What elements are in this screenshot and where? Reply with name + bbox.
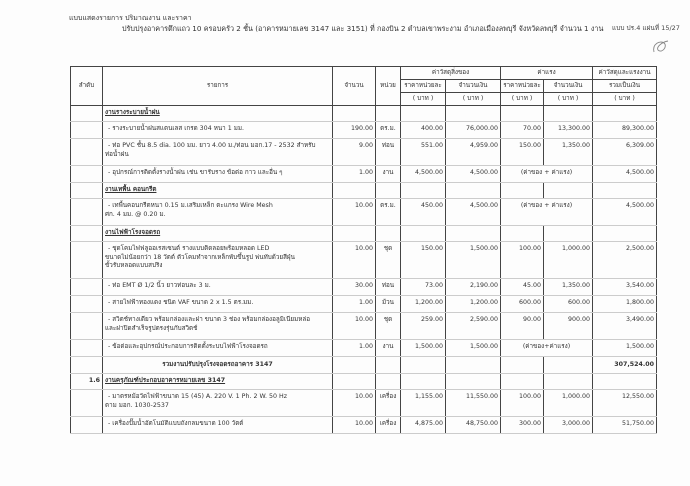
- table-row: [71, 340, 657, 357]
- item-line: - ข้อต่อและอุปกรณ์ประกอบการติดตั้งระบบไฟฟ้าโรงจอดรถ: [108, 343, 268, 350]
- labor-unit-price: 90.00: [501, 313, 544, 340]
- material-amount: 76,000.00: [446, 122, 501, 139]
- empty-cell: [71, 139, 103, 166]
- item-line: - ท่อ PVC ชั้น 8.5 dia. 100 มม. ยาว 4.00 ม./ท่อน มอก.17 - 2532 สำหรับ: [108, 142, 316, 149]
- row-number: [71, 183, 103, 199]
- labor-unit-price: 600.00: [501, 296, 544, 313]
- table-row: [71, 226, 657, 242]
- empty-cell: [501, 106, 544, 122]
- empty-cell: [71, 279, 103, 296]
- unit: เครื่อง: [376, 417, 401, 434]
- material-unit-price: 1,200.00: [401, 296, 446, 313]
- empty-cell: [501, 226, 544, 242]
- empty-cell: [71, 390, 103, 417]
- table-row: [71, 374, 657, 390]
- empty-cell: [71, 296, 103, 313]
- material-amount: 4,959.00: [446, 139, 501, 166]
- col-material-group: ค่าวัสดุสิ่งของ: [401, 67, 501, 80]
- labor-amount: 1,350.00: [544, 279, 593, 296]
- row-total: 1,500.00: [593, 340, 657, 357]
- material-amount: 48,750.00: [446, 417, 501, 434]
- empty-cell: [446, 106, 501, 122]
- empty-cell: [593, 226, 657, 242]
- empty-cell: [401, 226, 446, 242]
- col-item: รายการ: [103, 67, 333, 106]
- empty-cell: [544, 106, 593, 122]
- empty-cell: [71, 199, 103, 226]
- row-number: 1.6: [71, 374, 103, 390]
- item-line: - มาตรหม้อวัดไฟฟ้าขนาด 15 (45) A. 220 V. 1 Ph. 2 W. 50 Hz: [108, 393, 288, 400]
- empty-cell: [446, 357, 501, 374]
- table-row: [71, 357, 657, 374]
- material-amount: 1,200.00: [446, 296, 501, 313]
- table-row: [71, 313, 657, 340]
- empty-cell: [401, 374, 446, 390]
- table-row: [71, 296, 657, 313]
- item-description: [103, 279, 333, 296]
- baht-label: ( บาท ): [401, 93, 446, 106]
- table-row: [71, 183, 657, 199]
- empty-cell: [71, 242, 103, 279]
- material-unit-price: 551.00: [401, 139, 446, 166]
- material-unit-price: 400.00: [401, 122, 446, 139]
- labor-merged-note: (ค่าของ + ค่าแรง): [501, 166, 593, 183]
- item-description: [103, 417, 333, 434]
- item-description: [103, 122, 333, 139]
- unit: งาน: [376, 166, 401, 183]
- row-total: 6,309.00: [593, 139, 657, 166]
- material-amount: 2,590.00: [446, 313, 501, 340]
- row-number: [71, 226, 103, 242]
- baht-label: ( บาท ): [544, 93, 593, 106]
- labor-amount: 1,000.00: [544, 242, 593, 279]
- baht-label: ( บาท ): [446, 93, 501, 106]
- row-total: 12,550.00: [593, 390, 657, 417]
- material-amount: 1,500.00: [446, 242, 501, 279]
- col-labor-unit-price: ราคาหน่วยละ: [501, 80, 544, 93]
- row-total: 89,300.00: [593, 122, 657, 139]
- material-unit-price: 4,875.00: [401, 417, 446, 434]
- empty-cell: [593, 183, 657, 199]
- labor-amount: 13,300.00: [544, 122, 593, 139]
- row-total: 51,750.00: [593, 417, 657, 434]
- labor-amount: 600.00: [544, 296, 593, 313]
- empty-cell: [71, 417, 103, 434]
- empty-cell: [376, 374, 401, 390]
- quantity: 10.00: [333, 313, 376, 340]
- quantity: 10.00: [333, 417, 376, 434]
- empty-cell: [333, 183, 376, 199]
- labor-merged-note: (ค่าของ+ค่าแรง): [501, 340, 593, 357]
- form-title: แบบแสดงรายการ ปริมาณงาน และราคา: [69, 14, 192, 22]
- unit: ม้วน: [376, 296, 401, 313]
- empty-cell: [446, 374, 501, 390]
- labor-unit-price: 300.00: [501, 417, 544, 434]
- section-heading: งานรางระบายน้ำฝน: [103, 106, 333, 122]
- section-heading: งานไฟฟ้าโรงจอดรถ: [103, 226, 333, 242]
- material-unit-price: 4,500.00: [401, 166, 446, 183]
- row-total: 3,490.00: [593, 313, 657, 340]
- item-description: [103, 313, 333, 340]
- empty-cell: [71, 122, 103, 139]
- empty-cell: [501, 183, 544, 199]
- item-line: - สายไฟฟ้าทองแดง ชนิด VAF ขนาด 2 x 1.5 ตร.มม.: [108, 299, 254, 306]
- unit: เครื่อง: [376, 390, 401, 417]
- row-total: 4,500.00: [593, 199, 657, 226]
- empty-cell: [401, 106, 446, 122]
- item-line: ตาม มอก. 1030-2537: [105, 401, 169, 409]
- empty-cell: [333, 226, 376, 242]
- labor-unit-price: 100.00: [501, 242, 544, 279]
- unit: ตร.ม.: [376, 199, 401, 226]
- col-labor-amount: จำนวนเงิน: [544, 80, 593, 93]
- item-description: [103, 296, 333, 313]
- table-row: [71, 166, 657, 183]
- table-row: [71, 417, 657, 434]
- empty-cell: [446, 226, 501, 242]
- quantity: 9.00: [333, 139, 376, 166]
- material-amount: 2,190.00: [446, 279, 501, 296]
- subtotal-value: 307,524.00: [593, 357, 657, 374]
- empty-cell: [376, 226, 401, 242]
- row-total: 4,500.00: [593, 166, 657, 183]
- unit: งาน: [376, 340, 401, 357]
- table-row: [71, 242, 657, 279]
- unit: ท่อน: [376, 139, 401, 166]
- material-amount: 4,500.00: [446, 166, 501, 183]
- item-line: - ชุดโคมไฟฟลูออเรสเซนต์ รางแบบติดลอยพร้อมหลอด LED: [108, 245, 270, 252]
- subtotal-label: รวมงานปรับปรุงโรงจอดรถอาคาร 3147: [103, 357, 333, 374]
- material-amount: 4,500.00: [446, 199, 501, 226]
- labor-unit-price: 45.00: [501, 279, 544, 296]
- item-line: - สวิตช์ทางเดียว พร้อมกล่องและฝา ขนาด 3 ช่อง พร้อมกล่องอลูมิเนียมหล่อ: [108, 316, 311, 323]
- labor-amount: 900.00: [544, 313, 593, 340]
- quantity: 1.00: [333, 296, 376, 313]
- empty-cell: [376, 357, 401, 374]
- project-title: ปรับปรุงอาคารตึกแถว 10 ครอบครัว 2 ชั้น (อาคารหมายเลข 3147 และ 3151) ที่ กองบิน 2 ตำบลเขาพระงาม อำเภอเมืองลพบุรี จังหวัดลพบุรี จำนวน 1 งาน: [122, 24, 604, 33]
- empty-cell: [501, 374, 544, 390]
- col-unit: หน่วย: [376, 67, 401, 106]
- signature-mark: [650, 38, 672, 56]
- col-no: ลำดับ: [71, 67, 103, 106]
- table-row: [71, 390, 657, 417]
- item-description: [103, 390, 333, 417]
- row-total: 2,500.00: [593, 242, 657, 279]
- item-line: - ท่อ EMT Ø 1/2 นิ้ว ยาวท่อนละ 3 ม.: [108, 282, 211, 289]
- material-amount: 11,550.00: [446, 390, 501, 417]
- empty-cell: [376, 183, 401, 199]
- empty-cell: [71, 313, 103, 340]
- quantity: 30.00: [333, 279, 376, 296]
- row-total: 1,800.00: [593, 296, 657, 313]
- item-line: ขั้วรับหลอดแบบสปริง: [105, 262, 163, 270]
- empty-cell: [71, 166, 103, 183]
- item-description: [103, 199, 333, 226]
- form-number: แบบ ปร.4 แผ่นที่ 15/27: [612, 24, 680, 32]
- item-line: - อุปกรณ์การติดตั้งรางน้ำฝน เช่น ขารับราง ข้อต่อ กาว และอื่น ๆ: [108, 169, 283, 176]
- row-number: [71, 106, 103, 122]
- item-line: - รางระบายน้ำฝนสแตนเลส เกรด 304 หนา 1 มม.: [108, 125, 245, 132]
- empty-cell: [333, 106, 376, 122]
- material-unit-price: 1,155.00: [401, 390, 446, 417]
- material-unit-price: 1,500.00: [401, 340, 446, 357]
- item-line: ศก. 4 มม. @ 0.20 ม.: [105, 210, 166, 218]
- empty-cell: [446, 183, 501, 199]
- empty-cell: [593, 374, 657, 390]
- material-unit-price: 150.00: [401, 242, 446, 279]
- material-unit-price: 73.00: [401, 279, 446, 296]
- quantity: 10.00: [333, 199, 376, 226]
- material-unit-price: 259.00: [401, 313, 446, 340]
- unit: ตร.ม.: [376, 122, 401, 139]
- quantity: 1.00: [333, 166, 376, 183]
- col-qty: จำนวน: [333, 67, 376, 106]
- section-heading: งานเทพื้น คอนกรีต: [103, 183, 333, 199]
- item-description: [103, 242, 333, 279]
- labor-merged-note: (ค่าของ + ค่าแรง): [501, 199, 593, 226]
- col-material-amount: จำนวนเงิน: [446, 80, 501, 93]
- item-description: [103, 139, 333, 166]
- item-line: ขนาดไม่น้อยกว่า 18 วัตต์ ตัวโคมทำจากเหล็กพับขึ้นรูป พ่นทับด้วยสีฝุ่น: [105, 253, 295, 261]
- empty-cell: [544, 357, 593, 374]
- labor-amount: 1,350.00: [544, 139, 593, 166]
- table-row: [71, 279, 657, 296]
- empty-cell: [401, 183, 446, 199]
- col-material-unit-price: ราคาหน่วยละ: [401, 80, 446, 93]
- empty-cell: [544, 374, 593, 390]
- item-line: - เทพื้นคอนกรีตหนา 0.15 ม.เสริมเหล็ก ตะแกรง Wire Mesh: [108, 202, 273, 209]
- baht-label: ( บาท ): [501, 93, 544, 106]
- empty-cell: [401, 357, 446, 374]
- table-row: [71, 106, 657, 122]
- item-description: [103, 340, 333, 357]
- quantity: 10.00: [333, 242, 376, 279]
- baht-label: ( บาท ): [593, 93, 657, 106]
- quantity: 190.00: [333, 122, 376, 139]
- material-amount: 1,500.00: [446, 340, 501, 357]
- item-line: - เครื่องปั๊มน้ำอัตโนมัติแบบถังกลมขนาด 100 วัตต์: [108, 420, 244, 427]
- labor-unit-price: 100.00: [501, 390, 544, 417]
- empty-cell: [376, 106, 401, 122]
- bill-of-quantities-table: [70, 66, 657, 434]
- empty-cell: [333, 357, 376, 374]
- item-description: [103, 166, 333, 183]
- empty-cell: [71, 340, 103, 357]
- unit: ท่อน: [376, 279, 401, 296]
- section-heading: งานครุภัณฑ์ประกอบอาคารหมายเลข 3147: [103, 374, 333, 390]
- labor-amount: 1,000.00: [544, 390, 593, 417]
- quantity: 10.00: [333, 390, 376, 417]
- labor-unit-price: 150.00: [501, 139, 544, 166]
- empty-cell: [544, 226, 593, 242]
- unit: ชุด: [376, 242, 401, 279]
- table-row: [71, 199, 657, 226]
- col-total-group: ค่าวัสดุและแรงงาน: [593, 67, 657, 80]
- empty-cell: [501, 357, 544, 374]
- empty-cell: [333, 374, 376, 390]
- quantity: 1.00: [333, 340, 376, 357]
- table-row: [71, 122, 657, 139]
- item-line: และฝาปิดสำเร็จรูปตรงรุ่นกับสวิตช์: [105, 324, 198, 332]
- material-unit-price: 450.00: [401, 199, 446, 226]
- item-line: ท่อน้ำฝน: [105, 150, 129, 158]
- labor-unit-price: 70.00: [501, 122, 544, 139]
- row-total: 3,540.00: [593, 279, 657, 296]
- empty-cell: [544, 183, 593, 199]
- unit: ชุด: [376, 313, 401, 340]
- col-labor-group: ค่าแรง: [501, 67, 593, 80]
- labor-amount: 3,000.00: [544, 417, 593, 434]
- empty-cell: [593, 106, 657, 122]
- col-total: รวมเป็นเงิน: [593, 80, 657, 93]
- table-row: [71, 139, 657, 166]
- empty-cell: [71, 357, 103, 374]
